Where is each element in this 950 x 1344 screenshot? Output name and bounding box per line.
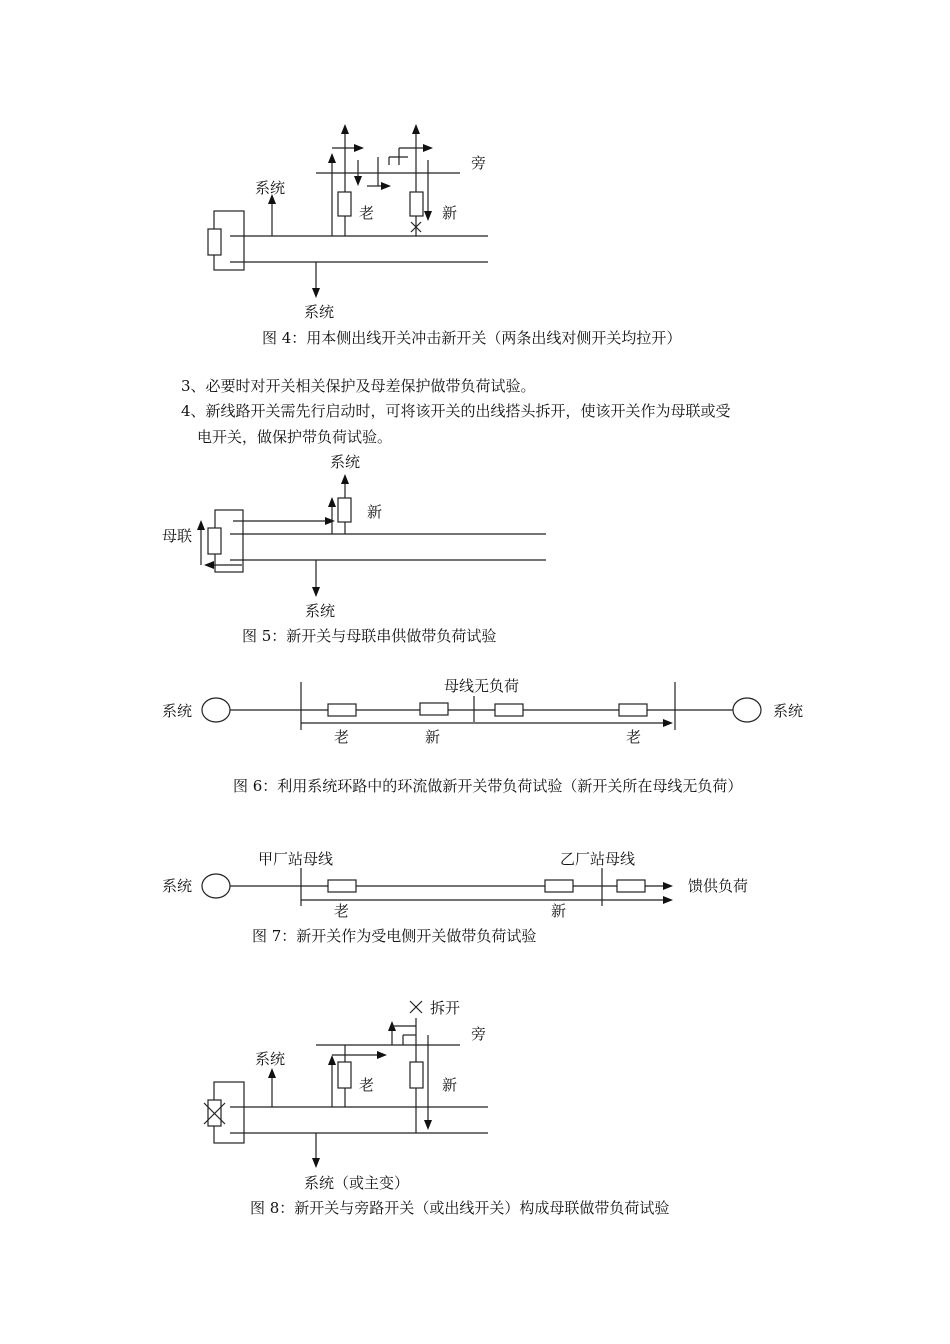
fig5-coupler-switch <box>208 528 221 554</box>
fig7-label-new: 新 <box>551 902 567 920</box>
paragraph-item-4-line-1: 4、新线路开关需先行启动时，可将该开关的出线搭头拆开，使该开关作为母联或受 <box>181 402 731 420</box>
fig4-label-system-bottom: 系统 <box>304 303 335 321</box>
fig6-arrow-right <box>663 719 673 727</box>
fig7-label-old: 老 <box>334 902 350 920</box>
fig4-label-system-top: 系统 <box>255 179 286 197</box>
fig4-caption: 图 4：用本侧出线开关冲击新开关（两条出线对侧开关均拉开） <box>262 329 682 347</box>
fig7-label-bus-a: 甲厂站母线 <box>258 850 334 868</box>
fig8-label-system: 系统 <box>255 1050 286 1068</box>
fig7-label-feed-load: 馈供负荷 <box>688 877 749 895</box>
fig7-source <box>202 874 230 898</box>
fig7-label-system: 系统 <box>162 877 193 895</box>
fig6-switch-old-right <box>619 704 647 716</box>
fig5-label-system-bottom: 系统 <box>305 602 336 620</box>
fig8-arrow-down <box>312 1158 320 1168</box>
figure-5 <box>162 453 546 645</box>
fig4-label-new: 新 <box>442 204 458 222</box>
fig8-label-old: 老 <box>359 1076 375 1094</box>
paragraph-item-3: 3、必要时对开关相关保护及母差保护做带负荷试验。 <box>181 377 536 395</box>
fig7-caption: 图 7：新开关作为受电侧开关做带负荷试验 <box>252 927 537 945</box>
fig7-switch-new <box>545 880 573 892</box>
fig6-label-bus-no-load: 母线无负荷 <box>444 677 520 695</box>
fig6-switch-old-left <box>328 704 356 716</box>
fig6-source-left <box>202 698 230 722</box>
fig7-switch-feed <box>617 880 645 892</box>
fig5-arrow-system-up <box>341 474 349 484</box>
fig6-switch-mid <box>495 704 523 716</box>
fig5-label-new: 新 <box>367 503 383 521</box>
fig7-switch-old <box>328 880 356 892</box>
fig7-label-bus-b: 乙厂站母线 <box>560 850 636 868</box>
figure-6 <box>162 677 803 795</box>
fig8-caption: 图 8：新开关与旁路开关（或出线开关）构成母联做带负荷试验 <box>250 1199 670 1217</box>
fig6-label-system-right: 系统 <box>773 702 804 720</box>
fig5-switch-new <box>338 498 351 522</box>
fig5-arrow-up-left <box>197 520 205 530</box>
fig8-label-new: 新 <box>442 1076 458 1094</box>
fig6-label-old-right: 老 <box>626 728 642 746</box>
fig6-label-old-left: 老 <box>334 728 350 746</box>
fig6-label-new: 新 <box>425 728 441 746</box>
fig8-switch-new <box>410 1062 423 1088</box>
fig4-switch-new <box>410 192 423 216</box>
fig8-label-system-or-main-transformer: 系统（或主变） <box>304 1174 410 1192</box>
fig6-label-system-left: 系统 <box>162 702 193 720</box>
fig8-switch-old <box>338 1062 351 1088</box>
fig7-arrow-load <box>663 882 673 890</box>
fig6-switch-new <box>420 703 448 715</box>
fig5-caption: 图 5：新开关与母联串供做带负荷试验 <box>242 627 497 645</box>
fig4-label-bypass: 旁 <box>471 154 487 172</box>
fig8-arrow-up <box>268 1068 276 1078</box>
paragraph-item-4-line-2: 电开关，做保护带负荷试验。 <box>197 428 393 446</box>
figure-8 <box>204 999 669 1217</box>
fig8-label-bypass: 旁 <box>471 1025 487 1043</box>
fig6-caption: 图 6：利用系统环路中的环流做新开关带负荷试验（新开关所在母线无负荷） <box>233 777 743 795</box>
fig4-arrow-new-up <box>412 124 420 134</box>
fig4-label-old: 老 <box>359 204 375 222</box>
fig8-label-open: 拆开 <box>430 999 461 1017</box>
fig4-arrow-down <box>312 288 320 298</box>
fig4-arrow-old-up <box>341 124 349 134</box>
fig5-label-bus-coupler: 母联 <box>162 527 193 545</box>
figure-4 <box>208 124 681 347</box>
fig6-source-right <box>733 698 761 722</box>
fig7-arrow-right <box>663 896 673 904</box>
figure-7 <box>162 850 748 945</box>
fig5-label-system-top: 系统 <box>330 453 361 471</box>
fig5-arrow-down <box>312 587 320 597</box>
fig4-switch-old <box>338 192 351 216</box>
fig4-coupler-switch <box>208 229 221 255</box>
